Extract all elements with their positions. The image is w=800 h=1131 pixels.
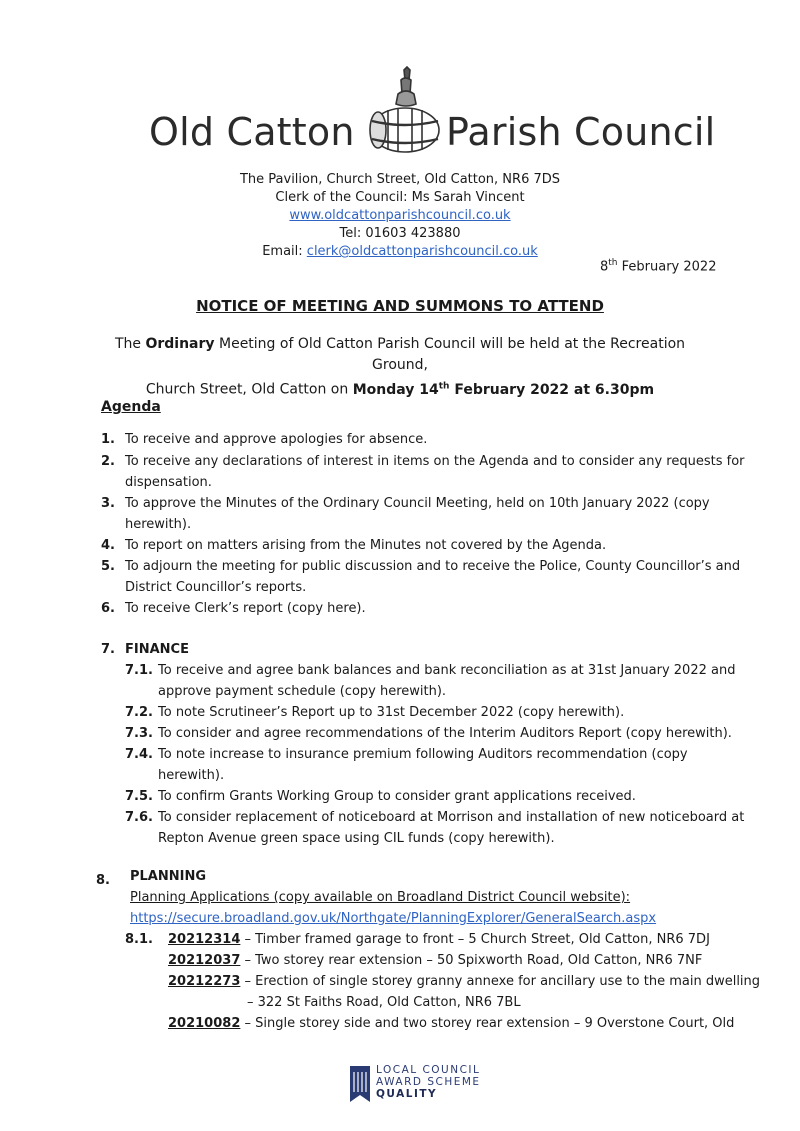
finance-item-7-2 [158,702,624,723]
agenda-item-6 [125,598,366,619]
barrel-crest-logo [366,66,444,162]
email-link[interactable]: clerk@oldcattonparishcouncil.co.uk [306,244,538,259]
agenda-num: 2. [101,454,115,469]
application-desc: – Erection of single storey granny annexe for ancillary use to the main dwelling [240,974,761,989]
finance-line: To receive and agree bank balances and bank reconciliation as at 31st January 2022 and [158,663,736,678]
agenda-line: To adjourn the meeting for public discussion and to receive the Police, County Councillor’s and [125,559,741,574]
finance-item-7-1 [158,660,735,702]
award-text [376,1064,481,1100]
intro-text-2: Meeting of Old Catton Parish Council will be held at the Recreation Ground, [214,336,686,373]
planning-apps-label: Planning Applications (copy available on Broadland District Council website): [130,890,631,905]
intro-date-sup: th [438,381,450,391]
finance-subnum: 7.2. [125,705,153,720]
agenda-num: 4. [101,538,115,553]
finance-title: FINANCE [125,642,189,657]
planning-application [168,950,702,971]
notice-date [600,258,716,274]
application-code[interactable]: 20212273 [168,974,241,989]
award-shield-icon [348,1062,372,1108]
agenda-line: To receive any declarations of interest in items on the Agenda and to consider any requests for [125,454,745,469]
finance-line: To note Scrutineer’s Report up to 31st December 2022 (copy herewith). [158,705,625,720]
local-council-award-logo [348,1062,498,1112]
agenda-line: dispensation. [125,475,212,490]
agenda-num: 3. [101,496,115,511]
agenda-line: To approve the Minutes of the Ordinary Council Meeting, held on 10th January 2022 (copy [125,496,710,511]
agenda-item-3 [125,493,710,535]
finance-subnum: 7.5. [125,789,153,804]
finance-line: Repton Avenue green space using CIL funds (copy herewith). [158,831,555,846]
finance-line: To consider and agree recommendations of the Interim Auditors Report (copy herewith). [158,726,732,741]
finance-item-7-3 [158,723,732,744]
finance-line: To note increase to insurance premium following Auditors recommendation (copy [158,747,688,762]
intro-bold: Ordinary [145,336,215,352]
award-line-3: QUALITY [376,1088,438,1100]
intro-date-b: February 2022 at 6.30pm [449,381,655,398]
agenda-item-5 [125,556,740,598]
application-desc: – Timber framed garage to front – 5 Church Street, Old Catton, NR6 7DJ [240,932,710,947]
agenda-item-2 [125,451,745,493]
award-line-1: LOCAL COUNCIL [376,1064,481,1076]
application-desc: – Two storey rear extension – 50 Spixworth Road, Old Catton, NR6 7NF [240,953,703,968]
agenda-item-1 [125,429,427,450]
finance-line: approve payment schedule (copy herewith). [158,684,447,699]
finance-item-7-5 [158,786,636,807]
agenda-num: 5. [101,559,115,574]
finance-subnum: 7.1. [125,663,153,678]
email-label: Email: [262,244,303,259]
intro-text-1: The [114,336,146,352]
notice-heading: NOTICE OF MEETING AND SUMMONS TO ATTEND [196,297,604,315]
website-row [0,207,800,225]
finance-num: 7. [101,642,115,657]
planning-application [168,929,710,950]
finance-subnum: 7.3. [125,726,153,741]
tel-line: Tel: 01603 423880 [339,226,461,241]
finance-item-7-4 [158,744,688,786]
date-day: 8 [600,259,609,275]
planning-application [168,971,760,992]
agenda-line: To receive and approve apologies for absence. [125,432,428,447]
application-code[interactable]: 20212314 [168,932,241,947]
planning-subnum: 8.1. [125,932,153,947]
planning-application [168,1013,734,1034]
application-desc-continued: – 322 St Faiths Road, Old Catton, NR6 7BL [247,995,521,1010]
council-title-right: Parish Council [446,110,716,154]
agenda-line: To report on matters arising from the Minutes not covered by the Agenda. [125,538,607,553]
application-code[interactable]: 20212037 [168,953,241,968]
finance-line: To confirm Grants Working Group to consider grant applications received. [158,789,636,804]
finance-item-7-6 [158,807,744,849]
address-line: The Pavilion, Church Street, Old Catton, NR6 7DS [239,172,561,187]
planning-num: 8. [96,873,110,888]
website-link[interactable]: www.oldcattonparishcouncil.co.uk [289,208,511,223]
finance-line: To consider replacement of noticeboard at Morrison and installation of new noticeboard at [158,810,745,825]
agenda-line: herewith). [125,517,192,532]
finance-subnum: 7.6. [125,810,153,825]
agenda-heading: Agenda [101,399,161,415]
agenda-item-4 [125,535,606,556]
agenda-line: District Councillor’s reports. [125,580,307,595]
council-title-left: Old Catton [149,110,355,154]
application-desc: – Single storey side and two storey rear extension – 9 Overstone Court, Old [240,1016,735,1031]
planning-url-link[interactable]: https://secure.broadland.gov.uk/Northgate/PlanningExplorer/GeneralSearch.aspx [130,911,657,926]
finance-subnum: 7.4. [125,747,153,762]
agenda-num: 1. [101,432,115,447]
agenda-num: 6. [101,601,115,616]
planning-title: PLANNING [130,869,207,884]
award-line-2: AWARD SCHEME [376,1076,481,1088]
finance-line: herewith). [158,768,225,783]
date-rest: February 2022 [617,259,717,275]
date-sup: th [608,258,618,268]
intro-text-3: Church Street, Old Catton on [145,381,353,398]
clerk-line: Clerk of the Council: Ms Sarah Vincent [275,190,525,205]
agenda-line: To receive Clerk’s report (copy here). [125,601,366,616]
intro-date-a: Monday 14 [352,381,439,398]
application-code[interactable]: 20210082 [168,1016,241,1031]
meeting-intro [90,334,710,401]
